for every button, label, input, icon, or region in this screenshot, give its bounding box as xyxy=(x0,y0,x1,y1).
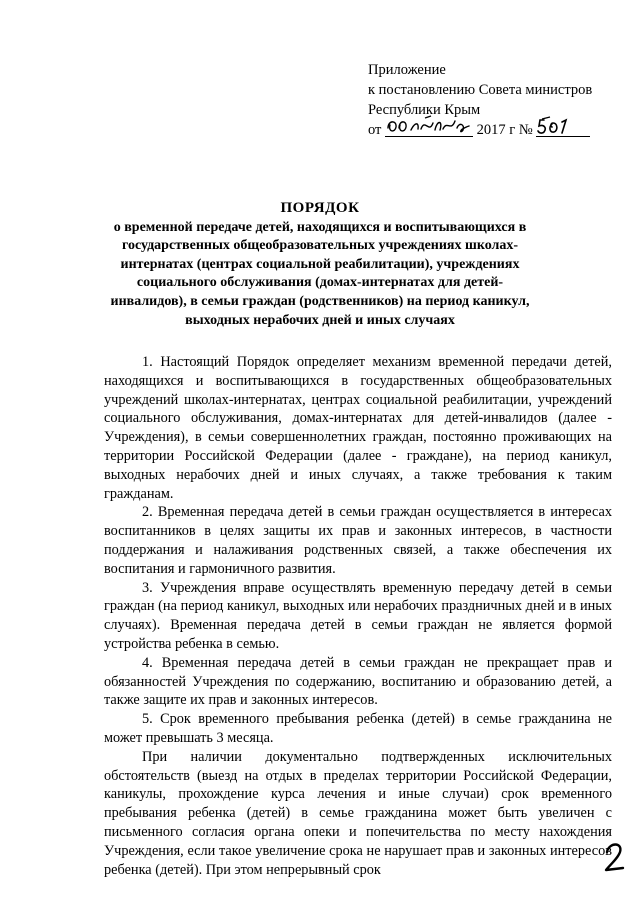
appendix-header xyxy=(368,60,628,140)
paragraph-2: 2. Временная передача детей в семьи граждан осуществляется в интересах воспитанников в целях защиты их прав и законных интересов, в частности поддержания и налаживания родственных связей, а также обеспечения их воспитания и гармоничного развития. xyxy=(104,504,612,577)
paragraph-3: 3. Учреждения вправе осуществлять временную передачу детей в семьи граждан (на период каникул, выходных или нерабочих праздничных дней и в иных случаях). Временная передача детей в семьи граждан не является формой устройства ребенка в семью. xyxy=(104,579,612,652)
appendix-republic-line: Республики Крым xyxy=(368,102,481,118)
date-prefix: от xyxy=(368,122,382,138)
paragraph-5: 5. Срок временного пребывания ребенка (детей) в семье гражданина не может превышать 3 месяца. xyxy=(104,711,612,746)
appendix-resolution-line: к постановлению Совета министров xyxy=(368,82,593,98)
handwritten-page-number xyxy=(603,840,629,881)
document-body xyxy=(104,353,612,879)
paragraph-4: 4. Временная передача детей в семьи граждан не прекращает прав и обязанностей Учреждения по содержанию, воспитанию и образованию детей, а также защите их прав и законных интересов. xyxy=(104,654,612,709)
handwritten-number-scribble xyxy=(536,114,590,136)
page-number-scribble xyxy=(603,840,629,876)
document-subtitle: о временной передаче детей, находящихся и воспитывающихся в государственных общеобразовательных учреждениях школах-интернатах (центрах социальной реабилитации), учреждениях социального обслуживания (домах-интернатах для детей-инвалидов), в семьи граждан (родственников) на период каникул, выходных нерабочих дней и иных случаях xyxy=(110,219,530,328)
handwritten-date xyxy=(385,120,473,137)
year-and-number-label: 2017 г № xyxy=(476,122,533,138)
paragraph-1: 1. Настоящий Порядок определяет механизм временной передачи детей, находящихся и воспитывающихся в государственных общеобразовательных учреждений школах-интернатах, центрах социальной реабилитации, учреждений социального обслуживания, домах-интернатах для детей-инвалидов (далее - Учреждения), в семьи совершеннолетних граждан, постоянно проживающих на территории Российской Федерации (далее - граждане), на период каникул, выходных нерабочих дней и иных случаях, а также требования к таким гражданам. xyxy=(104,354,612,502)
handwritten-date-scribble xyxy=(385,114,473,136)
handwritten-number xyxy=(536,120,590,137)
appendix-label: Приложение xyxy=(368,62,446,78)
paragraph-6: При наличии документально подтвержденных исключительных обстоятельств (выезд на отдых в пределах территории Российской Федерации, каникулы, прохождение курса лечения и иные случаи) срок временного пребывания ребенка (детей) в семье гражданина может быть увеличен с письменного согласия органа опеки и попечительства по месту нахождения Учреждения, если такое увеличение срока не нарушает прав и законных интересов ребенка (детей). При этом непрерывный срок xyxy=(104,748,612,878)
appendix-date-line xyxy=(368,120,628,140)
document-title-block xyxy=(100,199,540,330)
document-title: ПОРЯДОК xyxy=(280,200,360,216)
